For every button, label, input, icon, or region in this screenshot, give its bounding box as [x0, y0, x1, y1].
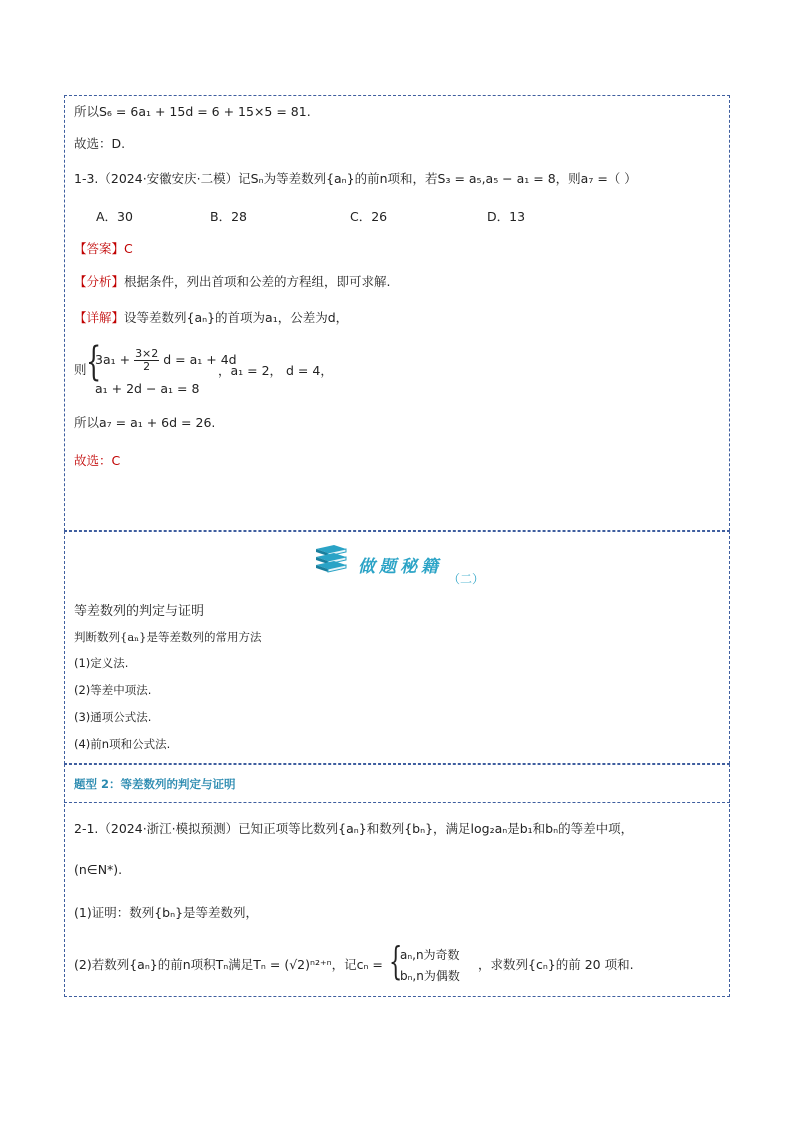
tips-item-1: (1)定义法.	[74, 656, 129, 670]
tips-item-4: (4)前n项和公式法.	[74, 737, 171, 751]
problem-2-1-stem-line1: 2-1.（2024·浙江·模拟预测）已知正项等比数列{aₙ}和数列{bₙ}，满足log₂aₙ是b₁和bₙ的等差中项，	[74, 821, 634, 836]
system-result: ，a₁ = 2， d = 4，	[218, 363, 333, 378]
tips-heading: 等差数列的判定与证明	[74, 604, 205, 619]
answer-tag: 【答案】	[74, 241, 125, 256]
problem-1-3-stem: 1-3.（2024·安徽安庆·二模）记Sₙ为等差数列{aₙ}的前n项和，若S₃ = a₅,a₅ − a₁ = 8，则a₇ =（ ）	[74, 171, 637, 186]
prev-answer-text: 故选：D.	[74, 136, 126, 151]
tips-intro: 判断数列{aₙ}是等差数列的常用方法	[74, 630, 262, 644]
detail-text: 设等差数列{aₙ}的首项为a₁，公差为d，	[124, 310, 349, 325]
eq1-frac-den: 2	[143, 360, 151, 374]
tips-item-2: (2)等差中项法.	[74, 683, 152, 697]
prev-answer-line	[74, 138, 125, 151]
option-d: D．13	[487, 209, 526, 224]
eq1-right: d = a₁ + 4d	[163, 352, 237, 368]
eq1-left: 3a₁ +	[95, 352, 131, 368]
piecewise-case-2: bₙ,n为偶数	[400, 969, 460, 983]
piecewise-brace: {	[389, 939, 403, 983]
banner-subtitle: （二）	[448, 572, 485, 586]
option-c: C．26	[350, 209, 388, 224]
final-line: 所以a₇ = a₁ + 6d = 26.	[74, 415, 216, 430]
answer-value: C	[124, 241, 133, 256]
option-b: B．28	[210, 209, 247, 224]
type2-heading: 题型 2：等差数列的判定与证明	[74, 777, 236, 791]
system-eq1	[95, 348, 237, 373]
problem-2-1-part2-a: (2)若数列{aₙ}的前n项积Tₙ满足Tₙ = (√2)ⁿ²⁺ⁿ，记cₙ =	[74, 957, 383, 972]
system-eq2: a₁ + 2d − a₁ = 8	[95, 381, 200, 396]
prev-sum-line: 所以S₆ = 6a₁ + 15d = 6 + 15×5 = 81.	[74, 104, 311, 119]
eq1-frac-num: 3×2	[135, 347, 159, 360]
detail-tag: 【详解】	[74, 310, 125, 325]
analysis-tag: 【分析】	[74, 274, 125, 289]
problem-2-1-stem-line2: (n∈N*).	[74, 862, 123, 877]
book-stack-icon	[312, 543, 350, 577]
analysis-row	[74, 276, 391, 289]
type-divider	[64, 802, 730, 803]
problem-2-1-part2-b: ，求数列{cₙ}的前 20 项和.	[478, 957, 634, 972]
piecewise-case-1: aₙ,n为奇数	[400, 948, 460, 962]
eq1-fraction	[134, 348, 159, 373]
problem-2-1-part1: (1)证明：数列{bₙ}是等差数列，	[74, 905, 259, 920]
system-brace: {	[86, 339, 102, 385]
banner-title: 做题秘籍	[358, 557, 442, 577]
choose-line: 故选：C	[74, 453, 121, 468]
analysis-text: 根据条件，列出首项和公差的方程组，即可求解.	[124, 274, 391, 289]
answer-row	[74, 243, 133, 256]
tips-item-3: (3)通项公式法.	[74, 710, 152, 724]
detail-row	[74, 312, 348, 325]
option-a: A．30	[96, 209, 133, 224]
system-prefix: 则	[74, 362, 87, 377]
